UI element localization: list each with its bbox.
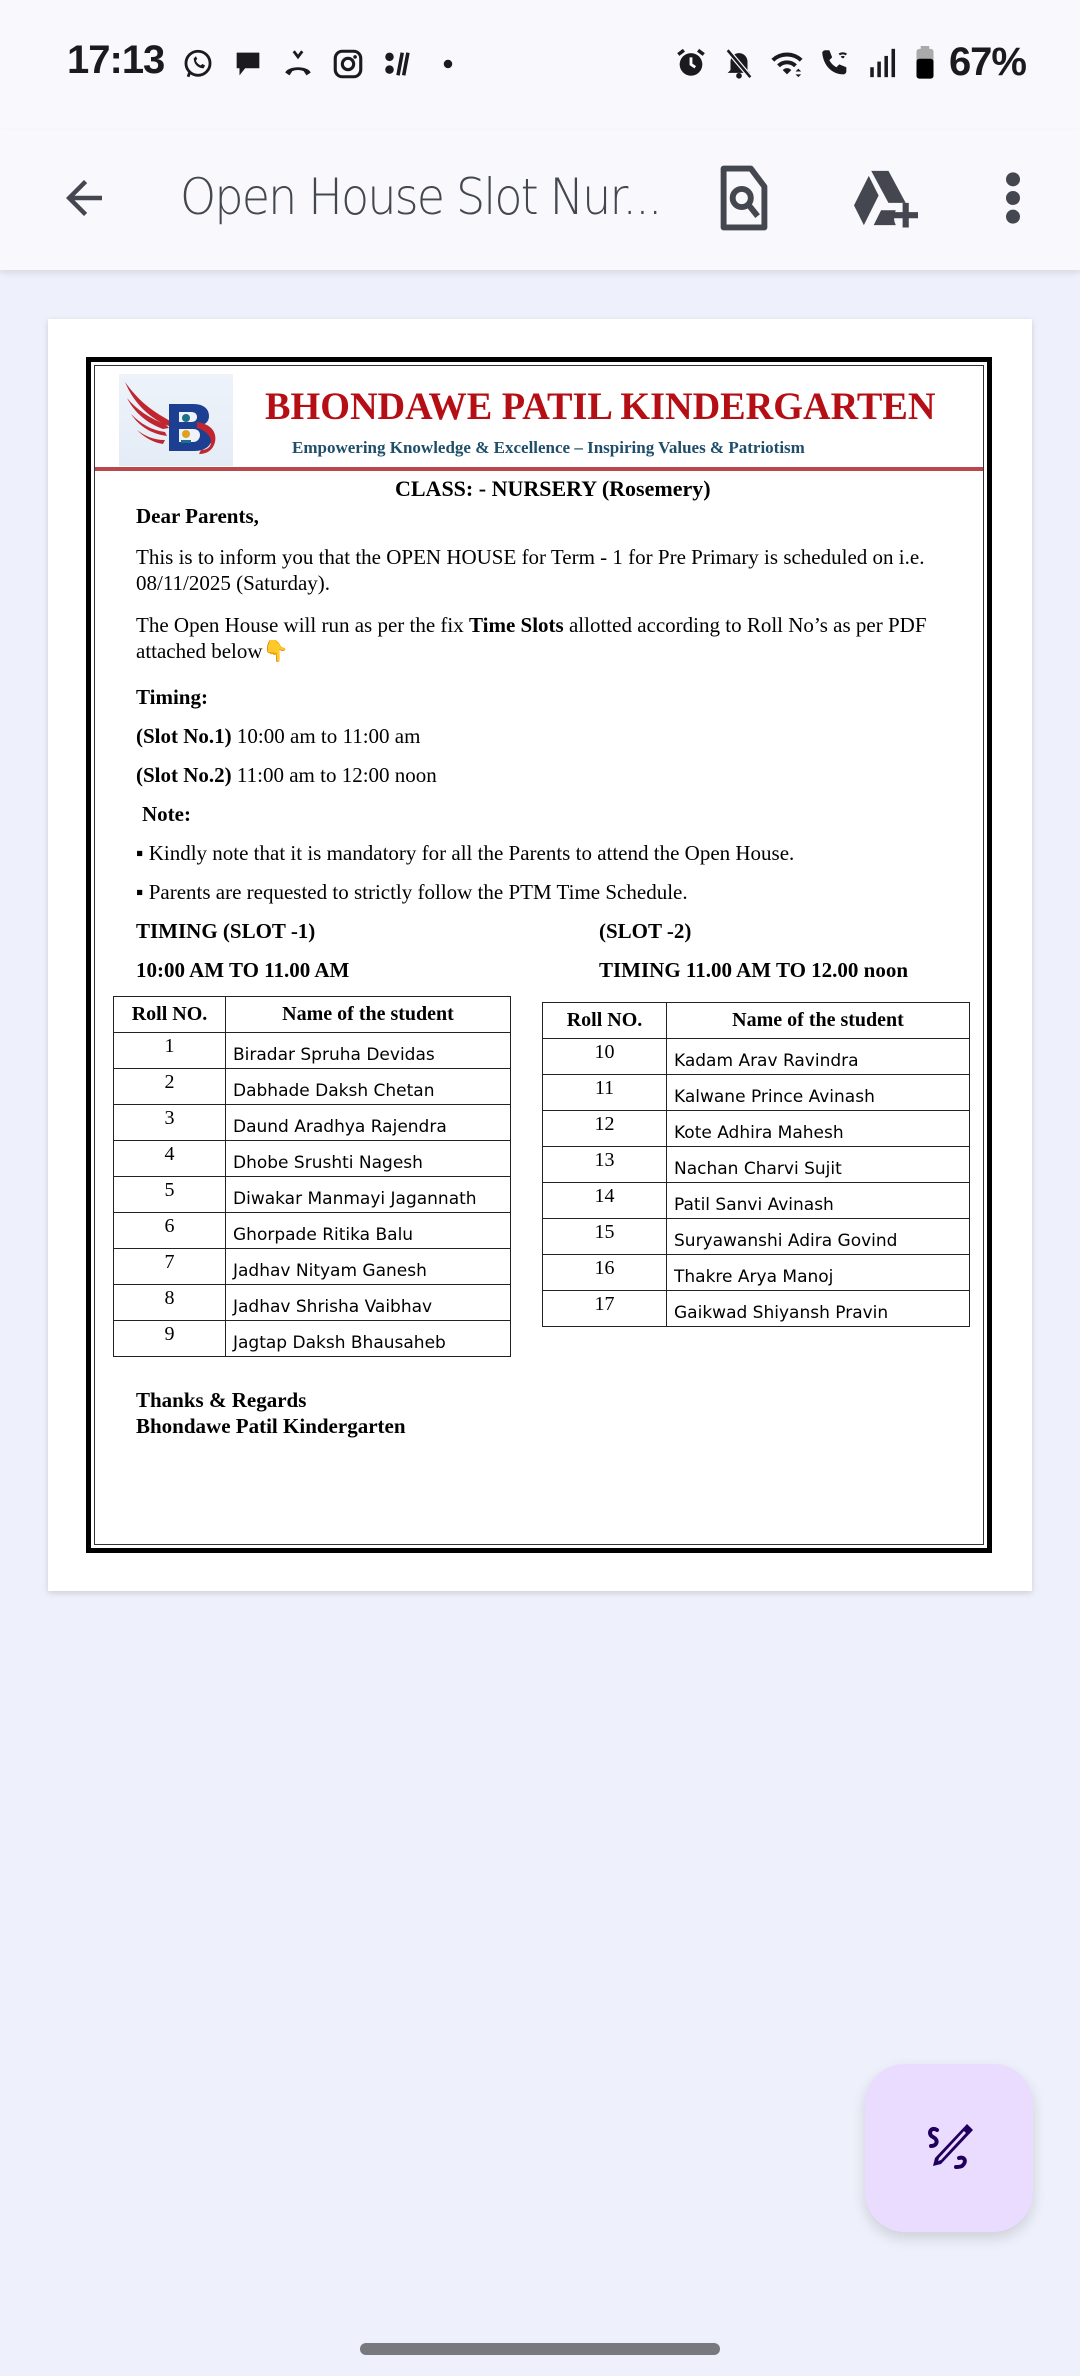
paragraph-text: The Open House will run as per the fix <box>136 613 469 637</box>
student-name-cell: Patil Sanvi Avinash <box>667 1183 970 1219</box>
silent-bell-icon <box>721 43 757 83</box>
chat-bubble-icon <box>230 44 266 84</box>
whatsapp-icon <box>180 44 216 84</box>
note-item: ▪ Parents are requested to strictly follow the PTM Time Schedule. <box>136 880 688 904</box>
roll-number-cell: 14 <box>543 1183 667 1219</box>
student-name-cell: Daund Aradhya Rajendra <box>226 1105 511 1141</box>
closing <box>136 1387 406 1439</box>
table-header-row <box>543 1003 970 1039</box>
header-divider <box>95 467 983 471</box>
alarm-icon <box>673 43 709 83</box>
column-header-name: Name of the student <box>667 1003 970 1039</box>
roll-number-cell: 7 <box>114 1249 226 1285</box>
school-tagline: Empowering Knowledge & Excellence – Inspiring Values & Patriotism <box>292 438 805 457</box>
table-row <box>543 1255 970 1291</box>
greeting: Dear Parents, <box>136 504 259 528</box>
table-row <box>114 1321 511 1357</box>
roll-number-cell: 1 <box>114 1033 226 1069</box>
slot-1-heading: TIMING (SLOT -1) <box>136 919 316 943</box>
slot-2-time: TIMING 11.00 AM TO 12.00 noon <box>599 958 909 982</box>
wifi-icon <box>769 43 805 83</box>
closing-line: Thanks & Regards <box>136 1388 307 1412</box>
roll-number-cell: 9 <box>114 1321 226 1357</box>
roll-number-cell: 12 <box>543 1111 667 1147</box>
slot-label: (Slot No.1) <box>136 724 232 748</box>
missed-call-icon <box>280 44 316 84</box>
student-name-cell: Gaikwad Shiyansh Pravin <box>667 1291 970 1327</box>
slot-time: 11:00 am to 12:00 noon <box>231 763 437 787</box>
table-row <box>114 1033 511 1069</box>
slot-2-line <box>136 762 437 788</box>
roll-number-cell: 16 <box>543 1255 667 1291</box>
paragraph-bold-text: Time Slots <box>469 613 564 637</box>
slot-label: (Slot No.2) <box>136 763 232 787</box>
student-name-cell: Kote Adhira Mahesh <box>667 1111 970 1147</box>
column-header-roll: Roll NO. <box>543 1003 667 1039</box>
table-row <box>543 1039 970 1075</box>
table-header-row <box>114 997 511 1033</box>
timing-heading: Timing: <box>136 685 208 709</box>
table-row <box>543 1111 970 1147</box>
slot-1-time: 10:00 AM TO 11.00 AM <box>136 958 350 982</box>
app-bar <box>0 130 1080 270</box>
page-border <box>86 357 992 1553</box>
student-name-cell: Dabhade Daksh Chetan <box>226 1069 511 1105</box>
slot-2-table <box>542 1002 970 1327</box>
add-to-drive-button[interactable] <box>848 160 924 236</box>
pdf-page[interactable] <box>48 319 1032 1591</box>
signal-icon <box>865 43 901 83</box>
closing-signature: Bhondawe Patil Kindergarten <box>136 1414 406 1438</box>
roll-number-cell: 17 <box>543 1291 667 1327</box>
table-row <box>543 1291 970 1327</box>
more-options-button[interactable] <box>975 160 1051 236</box>
roll-number-cell: 3 <box>114 1105 226 1141</box>
page-content <box>94 365 984 1545</box>
table-row <box>114 1249 511 1285</box>
annotate-pen-icon <box>919 2118 979 2178</box>
search-in-document-button[interactable] <box>706 160 782 236</box>
note-item: ▪ Kindly note that it is mandatory for all the Parents to attend the Open House. <box>136 841 795 865</box>
student-name-cell: Thakre Arya Manoj <box>667 1255 970 1291</box>
table-row <box>114 1213 511 1249</box>
slot-1-line <box>136 723 420 749</box>
roll-number-cell: 11 <box>543 1075 667 1111</box>
more-vert-icon <box>1003 170 1023 226</box>
table-row <box>543 1219 970 1255</box>
student-name-cell: Suryawanshi Adira Govind <box>667 1219 970 1255</box>
roll-number-cell: 13 <box>543 1147 667 1183</box>
home-indicator[interactable] <box>360 2343 720 2355</box>
more-notifications-dot-icon <box>430 44 466 84</box>
table-row <box>543 1147 970 1183</box>
roll-number-cell: 10 <box>543 1039 667 1075</box>
time-slots-paragraph <box>136 612 956 664</box>
student-name-cell: Kalwane Prince Avinash <box>667 1075 970 1111</box>
student-name-cell: Diwakar Manmayi Jagannath <box>226 1177 511 1213</box>
student-name-cell: Jadhav Nityam Ganesh <box>226 1249 511 1285</box>
wifi-calling-icon <box>817 43 853 83</box>
app-notification-icon <box>380 44 416 84</box>
annotate-fab-button[interactable] <box>865 2064 1033 2232</box>
status-time: 17:13 <box>67 38 165 82</box>
note-heading: Note: <box>142 802 191 826</box>
roll-number-cell: 4 <box>114 1141 226 1177</box>
student-name-cell: Jadhav Shrisha Vaibhav <box>226 1285 511 1321</box>
column-header-name: Name of the student <box>226 997 511 1033</box>
roll-number-cell: 2 <box>114 1069 226 1105</box>
table-row <box>543 1183 970 1219</box>
table-row <box>543 1075 970 1111</box>
student-name-cell: Jagtap Daksh Bhausaheb <box>226 1321 511 1357</box>
student-name-cell: Nachan Charvi Sujit <box>667 1147 970 1183</box>
column-header-roll: Roll NO. <box>114 997 226 1033</box>
class-heading: CLASS: - NURSERY (Rosemery) <box>395 476 711 501</box>
arrow-back-icon <box>57 171 111 225</box>
roll-number-cell: 15 <box>543 1219 667 1255</box>
student-name-cell: Biradar Spruha Devidas <box>226 1033 511 1069</box>
roll-number-cell: 8 <box>114 1285 226 1321</box>
battery-percent: 67% <box>948 40 1026 84</box>
back-button[interactable] <box>52 166 116 230</box>
school-name: BHONDAWE PATIL KINDERGARTEN <box>265 385 936 428</box>
document-title: Open House Slot Nur... <box>180 168 661 226</box>
school-logo <box>119 374 233 466</box>
status-bar <box>0 0 1080 130</box>
instagram-icon <box>330 44 366 84</box>
slot-1-table <box>113 996 511 1357</box>
paragraph-text: allotted according to Roll No’s as per PDF attached below👇 <box>136 613 927 663</box>
drive-add-icon <box>851 166 921 230</box>
slot-time: 10:00 am to 11:00 am <box>231 724 421 748</box>
table-row <box>114 1177 511 1213</box>
table-row <box>114 1105 511 1141</box>
notification-icons <box>180 44 466 84</box>
student-name-cell: Kadam Arav Ravindra <box>667 1039 970 1075</box>
student-name-cell: Ghorpade Ritika Balu <box>226 1213 511 1249</box>
document-search-icon <box>716 164 772 232</box>
system-icons <box>673 40 1026 85</box>
announcement-paragraph: This is to inform you that the OPEN HOUSE for Term - 1 for Pre Primary is scheduled on i.e. 08/11/2025 (Saturday). <box>136 545 925 595</box>
slot-2-heading: (SLOT -2) <box>599 919 692 943</box>
table-row <box>114 1069 511 1105</box>
table-row <box>114 1285 511 1321</box>
table-row <box>114 1141 511 1177</box>
roll-number-cell: 5 <box>114 1177 226 1213</box>
battery-icon <box>913 43 937 83</box>
roll-number-cell: 6 <box>114 1213 226 1249</box>
student-name-cell: Dhobe Srushti Nagesh <box>226 1141 511 1177</box>
